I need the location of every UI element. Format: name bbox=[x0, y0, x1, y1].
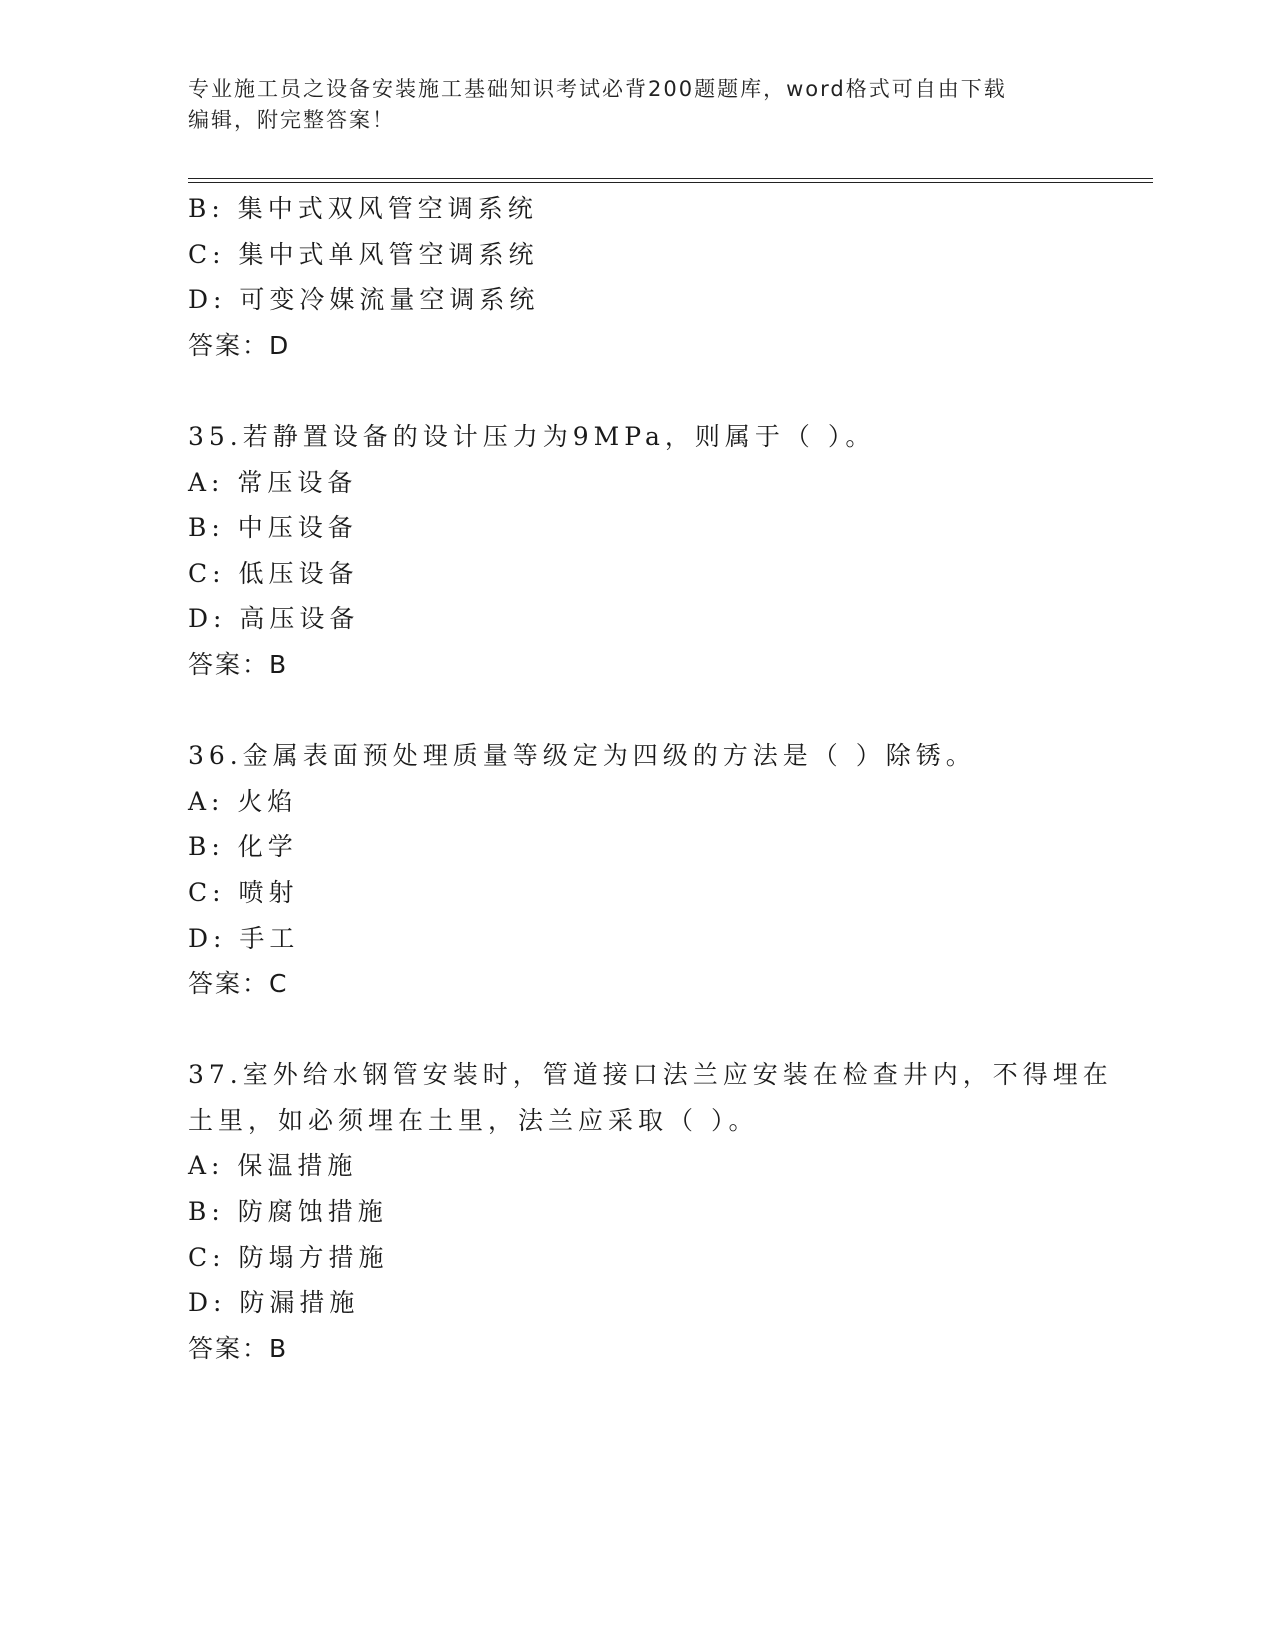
option-a: A: 常压设备 bbox=[188, 467, 358, 497]
answer-line: 答案：D bbox=[188, 330, 291, 360]
document-header bbox=[188, 74, 1068, 136]
question-list bbox=[188, 186, 1113, 1371]
option-b: B: 化学 bbox=[188, 832, 298, 862]
question-text: 36.金属表面预处理质量等级定为四级的方法是（ ）除锈。 bbox=[188, 741, 976, 771]
question-text-line-1: 37.室外给水钢管安装时，管道接口法兰应安装在检查井内，不得埋在 bbox=[188, 1060, 1113, 1090]
option-d: D: 高压设备 bbox=[188, 604, 360, 634]
header-divider-bottom bbox=[188, 182, 1153, 183]
spacer bbox=[188, 1007, 1078, 1053]
option-a: A: 保温措施 bbox=[188, 1151, 358, 1181]
answer-line: 答案：B bbox=[188, 1333, 289, 1363]
option-c: C: 防塌方措施 bbox=[188, 1242, 389, 1272]
question-text-line-2: 土里，如必须埋在土里，法兰应采取（ ）。 bbox=[188, 1105, 759, 1135]
option-b: B: 防腐蚀措施 bbox=[188, 1197, 388, 1227]
header-line-1: 专业施工员之设备安装施工基础知识考试必背200题题库，word格式可自由下载 bbox=[188, 77, 1007, 101]
spacer bbox=[188, 368, 1078, 414]
question-37 bbox=[188, 1052, 1113, 1371]
header-line-2: 编辑，附完整答案！ bbox=[188, 108, 395, 132]
question-text: 35.若静置设备的设计压力为9MPa，则属于（ ）。 bbox=[188, 421, 876, 451]
option-d: D: 手工 bbox=[188, 923, 300, 953]
header-divider-top bbox=[188, 178, 1153, 179]
option-c: C: 低压设备 bbox=[188, 558, 359, 588]
option-a: A: 火焰 bbox=[188, 786, 298, 816]
answer-line: 答案：B bbox=[188, 649, 289, 679]
question-36 bbox=[188, 733, 1078, 1007]
option-b: B: 中压设备 bbox=[188, 513, 358, 543]
option-d: D: 防漏措施 bbox=[188, 1288, 360, 1318]
question-35 bbox=[188, 414, 1078, 688]
option-d: D: 可变冷媒流量空调系统 bbox=[188, 285, 540, 315]
question-34-continued bbox=[188, 186, 1078, 368]
option-b: B: 集中式双风管空调系统 bbox=[188, 194, 538, 223]
spacer bbox=[188, 688, 1078, 734]
answer-line: 答案：C bbox=[188, 969, 289, 999]
option-c: C: 喷射 bbox=[188, 877, 299, 907]
option-c: C: 集中式单风管空调系统 bbox=[188, 239, 539, 269]
